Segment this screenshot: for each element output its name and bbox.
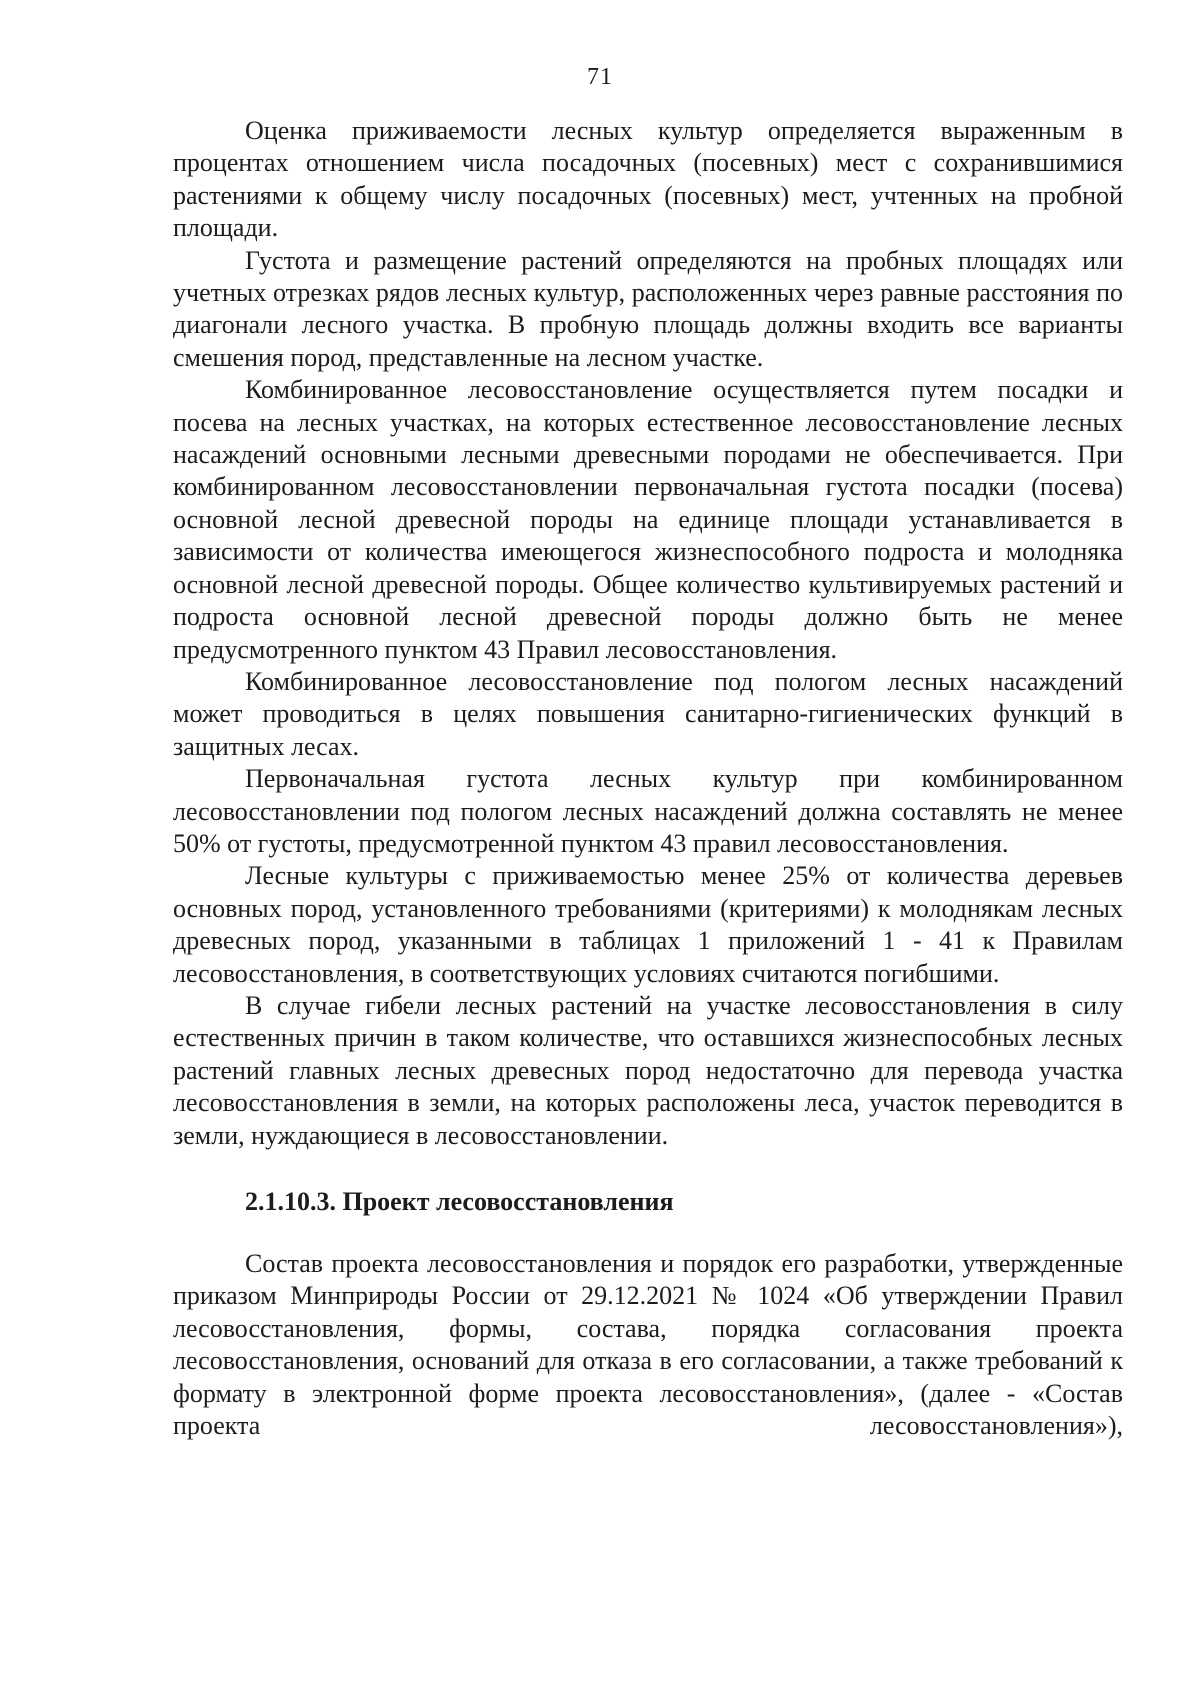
paragraph-under-canopy: Комбинированное лесовосстановление под пологом лесных насаждений может проводиться в целях повышения санитарно-гигиенических функций в защитных лесах. — [173, 666, 1123, 761]
document-body — [173, 115, 1123, 1442]
section-heading: 2.1.10.3. Проект лесовосстановления — [245, 1187, 674, 1216]
paragraph-density-placement: Густота и размещение растений определяются на пробных площадях или учетных отрезках рядов лесных культур, расположенных через равные расстояния по диагонали лесного участка. В пробную площадь должны входить все варианты смешения пород, представленные на лесном участке. — [173, 245, 1123, 372]
paragraph-initial-density: Первоначальная густота лесных культур при комбинированном лесовосстановлении под пологом лесных насаждений должна составлять не менее 50% от густоты, предусмотренной пунктом 43 правил лесовосстановления. — [173, 764, 1123, 858]
paragraph-survival-assessment: Оценка приживаемости лесных культур определяется выраженным в процентах отношением числа посадочных (посевных) мест с сохранившимися растениями к общему числу посадочных (посевных) мест, учтенных на пробной площади. — [173, 116, 1123, 243]
paragraph-combined-reforestation: Комбинированное лесовосстановление осуществляется путем посадки и посева на лесных участках, на которых естественное лесовосстановление лесных насаждений основными лесными древесными породами не обеспечивается. При комбинированном лесовосстановлении первоначальная густота посадки (посева) основной лесной древесной породы на единице площади устанавливается в зависимости от количества имеющегося жизнеспособного подроста и молодняка основной лесной древесной породы. Общее количество культивируемых растений и подроста основной лесной древесной породы должно быть не менее предусмотренного пунктом 43 Правил лесовосстановления. — [173, 375, 1123, 664]
paragraph-project-composition: Состав проекта лесовосстановления и порядок его разработки, утвержденные приказом Минприроды России от 29.12.2021 № 1024 «Об утверждении Правил лесовосстановления, формы, состава, порядка согласования проекта лесовосстановления, оснований для отказа в его согласовании, а также требований к формату в электронной форме проекта лесовосстановления», (далее - «Состав проекта лесовосстановления»), — [173, 1249, 1123, 1441]
paragraph-dead-cultures: Лесные культуры с приживаемостью менее 25% от количества деревьев основных пород, установленного требованиями (критериями) к молоднякам лесных древесных пород, указанными в таблицах 1 приложений 1 - 41 к Правилам лесовосстановления, в соответствующих условиях считаются погибшими. — [173, 861, 1123, 988]
page-number: 71 — [587, 64, 613, 90]
paragraph-plant-death: В случае гибели лесных растений на участке лесовосстановления в силу естественных причин в таком количестве, что оставшихся жизнеспособных лесных растений главных лесных древесных пород недостаточно для перевода участка лесовосстановления в земли, на которых расположены леса, участок переводится в земли, нуждающиеся в лесовосстановлении. — [173, 990, 1123, 1150]
